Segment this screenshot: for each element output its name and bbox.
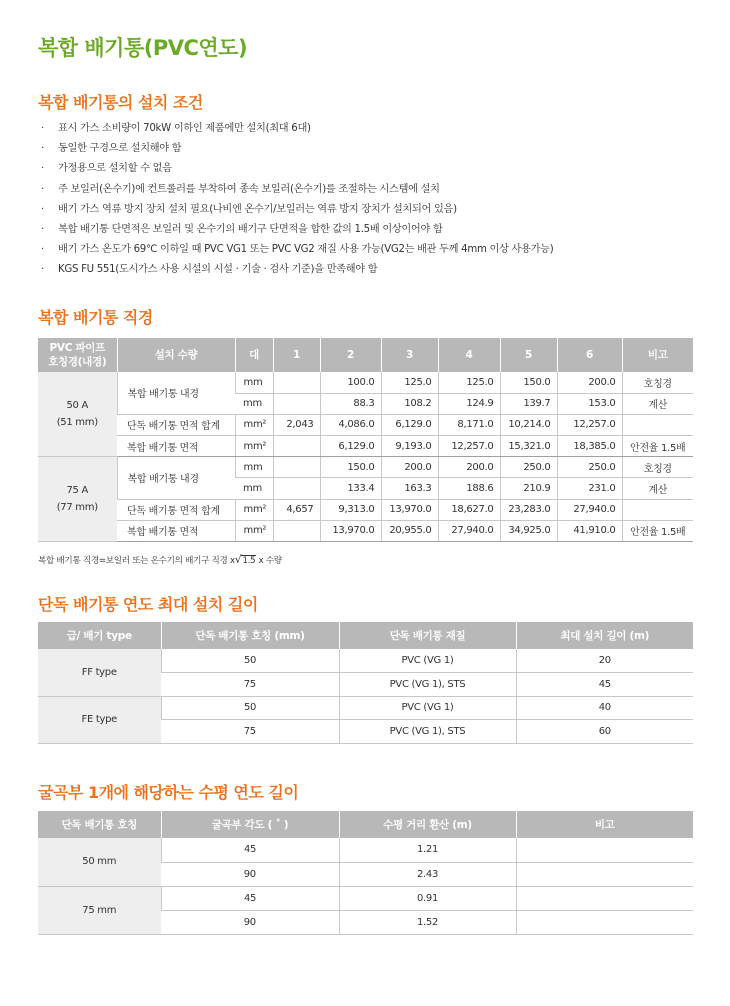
condition-item	[38, 220, 698, 240]
value-cell: 250.0	[557, 457, 622, 478]
note-cell: 계산	[622, 478, 693, 499]
value-cell: 133.4	[320, 478, 381, 499]
value-cell: 90	[161, 862, 339, 886]
section-title-max-length: 단독 배기통 연도 최대 설치 길이	[38, 595, 258, 614]
row-label: 복합 배기통 면적	[117, 436, 235, 457]
bullet-icon: ·	[41, 183, 44, 195]
value-cell: 200.0	[438, 457, 500, 478]
condition-item	[38, 139, 698, 159]
bullet-icon: ·	[41, 143, 44, 155]
value-cell: 188.6	[438, 478, 500, 499]
row-label: 복합 배기통 내경	[117, 372, 235, 414]
bullet-icon: ·	[41, 203, 44, 215]
max-length-col-header: 단독 배기통 재질	[339, 622, 516, 649]
condition-text: 가정용으로 설치할 수 없음	[58, 163, 172, 175]
condition-item	[38, 260, 698, 280]
condition-text: 동일한 구경으로 설치해야 함	[58, 143, 182, 155]
bend-length-col-header: 비고	[516, 811, 693, 838]
diameter-table	[38, 338, 693, 542]
unit-cell: mm²	[235, 499, 273, 520]
value-cell: 13,970.0	[381, 499, 438, 520]
value-cell: 6,129.0	[320, 436, 381, 457]
page-title: 복합 배기통(PVC연도)	[38, 36, 248, 60]
value-cell: 210.9	[500, 478, 557, 499]
condition-text: 주 보일러(온수기)에 컨트롤러를 부착하여 종속 보일러(온수기)를 조절하는 시스템에 설치	[58, 183, 440, 195]
table-row	[38, 457, 693, 478]
condition-item	[38, 240, 698, 260]
square-root-symbol: √	[234, 553, 242, 566]
condition-text: 배기 가스 온도가 69℃ 이하일 때 PVC VG1 또는 PVC VG2 재질 사용 가능(VG2는 배관 두께 4mm 이상 사용가능)	[58, 244, 554, 256]
value-cell: 108.2	[381, 393, 438, 414]
value-cell: 200.0	[557, 372, 622, 393]
value-cell	[273, 393, 320, 414]
unit-cell: mm²	[235, 414, 273, 435]
unit-cell: mm	[235, 372, 273, 393]
value-cell: 12,257.0	[438, 436, 500, 457]
table-row	[38, 372, 693, 393]
value-cell: 200.0	[381, 457, 438, 478]
bend-length-col-header: 단독 배기통 호칭	[38, 811, 161, 838]
value-cell: 18,385.0	[557, 436, 622, 457]
diameter-formula-note	[38, 553, 282, 566]
value-cell: 100.0	[320, 372, 381, 393]
note-cell: 안전율 1.5배	[622, 436, 693, 457]
bend-length-col-header: 굴곡부 각도 ( ˚ )	[161, 811, 339, 838]
table-row	[38, 520, 693, 541]
bullet-icon: ·	[41, 223, 44, 235]
diameter-col-header: 6	[557, 338, 622, 372]
row-label: 복합 배기통 내경	[117, 457, 235, 499]
exhaust-type-cell: FF type	[38, 649, 161, 696]
value-cell: 124.9	[438, 393, 500, 414]
value-cell: PVC (VG 1), STS	[339, 720, 516, 744]
bullet-icon: ·	[41, 123, 44, 134]
table-row	[38, 886, 693, 910]
diameter-col-header: 2	[320, 338, 381, 372]
value-cell: 27,940.0	[438, 520, 500, 541]
value-cell: 40	[516, 696, 693, 720]
value-cell: 2.43	[339, 862, 516, 886]
value-cell: 250.0	[500, 457, 557, 478]
value-cell: 75	[161, 720, 339, 744]
table-row	[38, 414, 693, 435]
pipe-size-cell: 50 A (51 mm)	[38, 372, 117, 457]
table-row	[38, 499, 693, 520]
value-cell: 50	[161, 696, 339, 720]
value-cell: 45	[516, 673, 693, 697]
value-cell: 163.3	[381, 478, 438, 499]
value-cell: PVC (VG 1)	[339, 649, 516, 673]
condition-text: 배기 가스 역류 방지 장치 설치 필요(나비엔 온수기/보일러는 역류 방지 장치가 설치되어 있음)	[58, 203, 457, 215]
value-cell: 6,129.0	[381, 414, 438, 435]
max-length-table-header	[38, 622, 693, 649]
value-cell	[273, 478, 320, 499]
value-cell: 1.21	[339, 838, 516, 862]
row-label: 단독 배기통 면적 합계	[117, 414, 235, 435]
value-cell: 88.3	[320, 393, 381, 414]
value-cell: 150.0	[500, 372, 557, 393]
value-cell: 231.0	[557, 478, 622, 499]
diameter-col-header: 4	[438, 338, 500, 372]
value-cell: 45	[161, 838, 339, 862]
bend-length-table-header	[38, 811, 693, 838]
unit-cell: mm	[235, 457, 273, 478]
max-length-col-header: 급/ 배기 type	[38, 622, 161, 649]
diameter-table-header	[38, 338, 693, 372]
pipe-size-cell: 50 mm	[38, 838, 161, 886]
row-label: 복합 배기통 면적	[117, 520, 235, 541]
bullet-icon: ·	[41, 163, 44, 175]
max-length-col-header: 최대 설치 길이 (m)	[516, 622, 693, 649]
diameter-col-header: PVC 파이프 호칭경(내경)	[38, 338, 117, 372]
value-cell: 15,321.0	[500, 436, 557, 457]
max-length-col-header: 단독 배기통 호칭 (mm)	[161, 622, 339, 649]
value-cell	[516, 886, 693, 910]
condition-item	[38, 180, 698, 200]
value-cell: 20	[516, 649, 693, 673]
value-cell: 2,043	[273, 414, 320, 435]
value-cell: 0.91	[339, 886, 516, 910]
value-cell: 45	[161, 886, 339, 910]
condition-text: 복합 배기통 단면적은 보일러 및 온수기의 배기구 단면적을 합한 값의 1.5배 이상이어야 함	[58, 223, 443, 235]
exhaust-type-cell: FE type	[38, 696, 161, 743]
section-title-bend-length: 굴곡부 1개에 해당하는 수평 연도 길이	[38, 783, 299, 802]
value-cell	[273, 372, 320, 393]
table-row	[38, 838, 693, 862]
value-cell: 10,214.0	[500, 414, 557, 435]
condition-item	[38, 119, 698, 139]
value-cell: 23,283.0	[500, 499, 557, 520]
diameter-col-header: 3	[381, 338, 438, 372]
value-cell: 20,955.0	[381, 520, 438, 541]
value-cell: 60	[516, 720, 693, 744]
value-cell: 125.0	[438, 372, 500, 393]
condition-item	[38, 159, 698, 179]
value-cell	[516, 910, 693, 934]
value-cell: 1.52	[339, 910, 516, 934]
value-cell: 9,313.0	[320, 499, 381, 520]
formula-radicand: 1.5	[242, 556, 256, 566]
note-cell	[622, 499, 693, 520]
install-conditions-list	[38, 119, 698, 281]
table-row	[38, 649, 693, 673]
diameter-col-header: 1	[273, 338, 320, 372]
note-cell: 호칭경	[622, 372, 693, 393]
unit-cell: mm²	[235, 520, 273, 541]
value-cell: 150.0	[320, 457, 381, 478]
value-cell: 90	[161, 910, 339, 934]
pipe-size-cell: 75 mm	[38, 886, 161, 934]
unit-cell: mm	[235, 478, 273, 499]
value-cell: 125.0	[381, 372, 438, 393]
unit-cell: mm	[235, 393, 273, 414]
note-cell: 계산	[622, 393, 693, 414]
note-cell	[622, 414, 693, 435]
value-cell	[516, 838, 693, 862]
formula-suffix: x 수량	[256, 556, 282, 566]
value-cell: 12,257.0	[557, 414, 622, 435]
bend-length-col-header: 수평 거리 환산 (m)	[339, 811, 516, 838]
diameter-col-header: 5	[500, 338, 557, 372]
value-cell: PVC (VG 1), STS	[339, 673, 516, 697]
value-cell	[273, 436, 320, 457]
bullet-icon: ·	[41, 264, 44, 276]
value-cell: 50	[161, 649, 339, 673]
table-row	[38, 696, 693, 720]
value-cell	[273, 457, 320, 478]
note-cell: 호칭경	[622, 457, 693, 478]
diameter-col-header: 비고	[622, 338, 693, 372]
value-cell: 9,193.0	[381, 436, 438, 457]
note-cell: 안전율 1.5배	[622, 520, 693, 541]
value-cell: 153.0	[557, 393, 622, 414]
condition-text: KGS FU 551(도시가스 사용 시설의 시설 · 기술 · 검사 기준)을 만족해야 함	[58, 264, 378, 276]
bullet-icon: ·	[41, 244, 44, 256]
value-cell	[516, 862, 693, 886]
diameter-col-header: 설치 수량	[117, 338, 235, 372]
value-cell: 4,657	[273, 499, 320, 520]
value-cell	[273, 520, 320, 541]
bend-length-table	[38, 811, 693, 935]
pipe-size-cell: 75 A (77 mm)	[38, 457, 117, 542]
value-cell: 4,086.0	[320, 414, 381, 435]
unit-cell: mm²	[235, 436, 273, 457]
condition-item	[38, 200, 698, 220]
table-row	[38, 436, 693, 457]
value-cell: 34,925.0	[500, 520, 557, 541]
diameter-col-header: 대	[235, 338, 273, 372]
value-cell: 13,970.0	[320, 520, 381, 541]
max-length-table	[38, 622, 693, 744]
value-cell: 8,171.0	[438, 414, 500, 435]
value-cell: 41,910.0	[557, 520, 622, 541]
section-title-diameter: 복합 배기통 직경	[38, 308, 153, 327]
section-title-install-conditions: 복합 배기통의 설치 조건	[38, 93, 203, 112]
value-cell: 75	[161, 673, 339, 697]
formula-text: 복합 배기통 직경=보일러 또는 온수기의 배기구 직경 x	[38, 556, 235, 566]
condition-text: 표시 가스 소비량이 70kW 이하인 제품에만 설치(최대 6대)	[58, 123, 311, 134]
value-cell: PVC (VG 1)	[339, 696, 516, 720]
value-cell: 139.7	[500, 393, 557, 414]
value-cell: 18,627.0	[438, 499, 500, 520]
value-cell: 27,940.0	[557, 499, 622, 520]
row-label: 단독 배기통 면적 합계	[117, 499, 235, 520]
